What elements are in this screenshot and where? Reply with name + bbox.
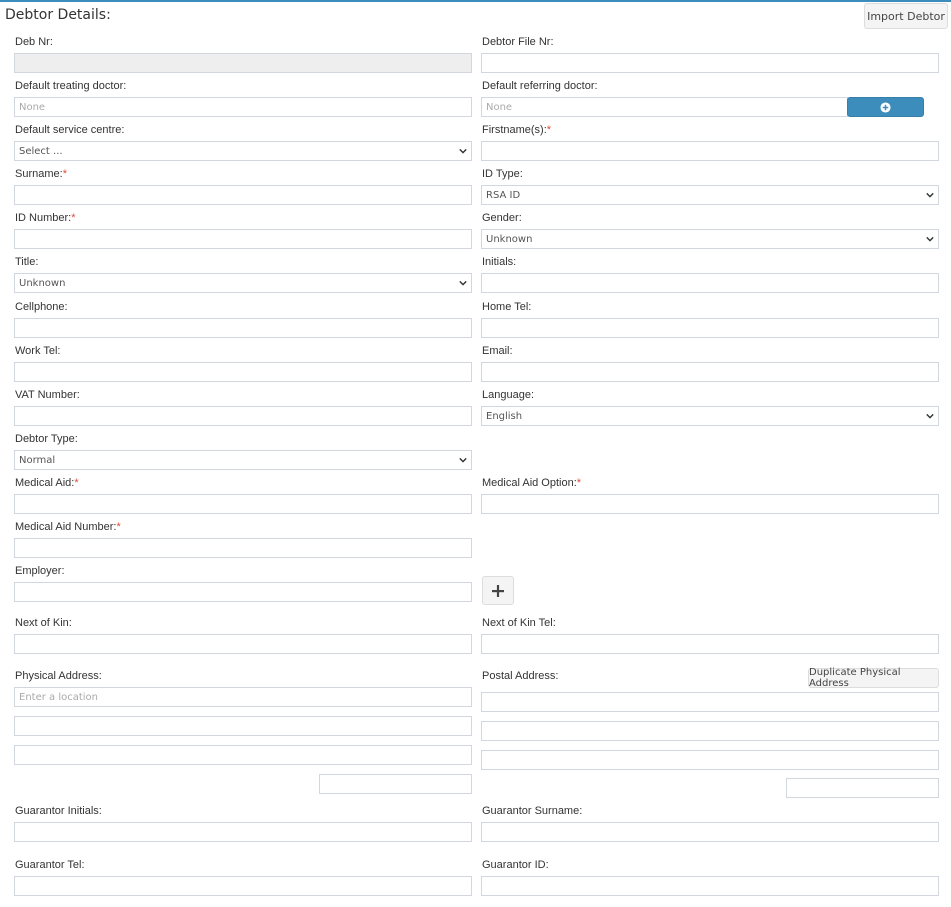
guarantor-surname-label: Guarantor Surname: xyxy=(482,805,583,817)
id-number-label: ID Number:* xyxy=(15,212,76,224)
deb-nr-label: Deb Nr: xyxy=(15,36,53,48)
deb-nr-input xyxy=(14,53,472,73)
medical-aid-input[interactable] xyxy=(14,494,472,514)
next-of-kin-input[interactable] xyxy=(14,634,472,654)
initials-input[interactable] xyxy=(481,273,939,293)
vat-number-input[interactable] xyxy=(14,406,472,426)
physical-address-postal-code[interactable] xyxy=(319,774,472,794)
guarantor-id-input[interactable] xyxy=(481,876,939,896)
chevron-down-icon xyxy=(926,191,934,199)
postal-address-line-1[interactable] xyxy=(481,692,939,712)
work-tel-input[interactable] xyxy=(14,362,472,382)
id-number-input[interactable] xyxy=(14,229,472,249)
language-select[interactable]: English xyxy=(481,406,939,426)
referring-doctor-label: Default referring doctor: xyxy=(482,80,598,92)
postal-address-line-2[interactable] xyxy=(481,721,939,741)
top-accent-line xyxy=(0,0,951,2)
id-type-select[interactable]: RSA ID xyxy=(481,185,939,205)
gender-label: Gender: xyxy=(482,212,522,224)
title-select[interactable]: Unknown xyxy=(14,273,472,293)
guarantor-initials-label: Guarantor Initials: xyxy=(15,805,102,817)
initials-label: Initials: xyxy=(482,256,517,268)
service-centre-label: Default service centre: xyxy=(15,124,125,136)
medical-aid-option-label: Medical Aid Option:* xyxy=(482,477,582,489)
home-tel-label: Home Tel: xyxy=(482,301,532,313)
next-of-kin-label: Next of Kin: xyxy=(15,617,72,629)
language-label: Language: xyxy=(482,389,534,401)
add-referring-doctor-button[interactable] xyxy=(847,97,924,117)
surname-input[interactable] xyxy=(14,185,472,205)
add-employer-button[interactable] xyxy=(482,576,514,605)
guarantor-surname-input[interactable] xyxy=(481,822,939,842)
next-of-kin-tel-input[interactable] xyxy=(481,634,939,654)
medical-aid-number-label: Medical Aid Number:* xyxy=(15,521,121,533)
postal-address-label: Postal Address: xyxy=(482,670,559,682)
physical-address-line-2[interactable] xyxy=(14,716,472,736)
guarantor-initials-input[interactable] xyxy=(14,822,472,842)
vat-number-label: VAT Number: xyxy=(15,389,80,401)
guarantor-id-label: Guarantor ID: xyxy=(482,859,549,871)
email-input[interactable] xyxy=(481,362,939,382)
surname-label: Surname:* xyxy=(15,168,67,180)
physical-address-line-1[interactable]: Enter a location xyxy=(14,687,472,707)
postal-address-postal-code[interactable] xyxy=(786,778,939,798)
chevron-down-icon xyxy=(459,147,467,155)
next-of-kin-tel-label: Next of Kin Tel: xyxy=(482,617,556,629)
chevron-down-icon xyxy=(926,235,934,243)
service-centre-select[interactable]: Select ... xyxy=(14,141,472,161)
firstnames-input[interactable] xyxy=(481,141,939,161)
id-type-label: ID Type: xyxy=(482,168,523,180)
firstnames-label: Firstname(s):* xyxy=(482,124,552,136)
page-title: Debtor Details: xyxy=(5,7,111,23)
physical-address-line-3[interactable] xyxy=(14,745,472,765)
debtor-type-select[interactable]: Normal xyxy=(14,450,472,470)
gender-select[interactable]: Unknown xyxy=(481,229,939,249)
postal-address-line-3[interactable] xyxy=(481,750,939,770)
medical-aid-label: Medical Aid:* xyxy=(15,477,79,489)
employer-input[interactable] xyxy=(14,582,472,602)
medical-aid-option-input[interactable] xyxy=(481,494,939,514)
debtor-file-nr-label: Debtor File Nr: xyxy=(482,36,554,48)
chevron-down-icon xyxy=(926,412,934,420)
referring-doctor-input[interactable]: None xyxy=(481,97,848,117)
debtor-type-label: Debtor Type: xyxy=(15,433,78,445)
home-tel-input[interactable] xyxy=(481,318,939,338)
debtor-file-nr-input[interactable] xyxy=(481,53,939,73)
plus-circle-icon xyxy=(880,102,891,113)
treating-doctor-input[interactable]: None xyxy=(14,97,472,117)
import-debtor-button[interactable]: Import Debtor xyxy=(864,3,948,29)
medical-aid-number-input[interactable] xyxy=(14,538,472,558)
chevron-down-icon xyxy=(459,456,467,464)
plus-icon xyxy=(492,585,504,597)
email-label: Email: xyxy=(482,345,513,357)
treating-doctor-label: Default treating doctor: xyxy=(15,80,127,92)
employer-label: Employer: xyxy=(15,565,65,577)
cellphone-input[interactable] xyxy=(14,318,472,338)
cellphone-label: Cellphone: xyxy=(15,301,68,313)
duplicate-physical-address-button[interactable]: Duplicate Physical Address xyxy=(808,668,939,688)
work-tel-label: Work Tel: xyxy=(15,345,61,357)
guarantor-tel-input[interactable] xyxy=(14,876,472,896)
chevron-down-icon xyxy=(459,279,467,287)
physical-address-label: Physical Address: xyxy=(15,670,102,682)
guarantor-tel-label: Guarantor Tel: xyxy=(15,859,85,871)
title-label: Title: xyxy=(15,256,39,268)
